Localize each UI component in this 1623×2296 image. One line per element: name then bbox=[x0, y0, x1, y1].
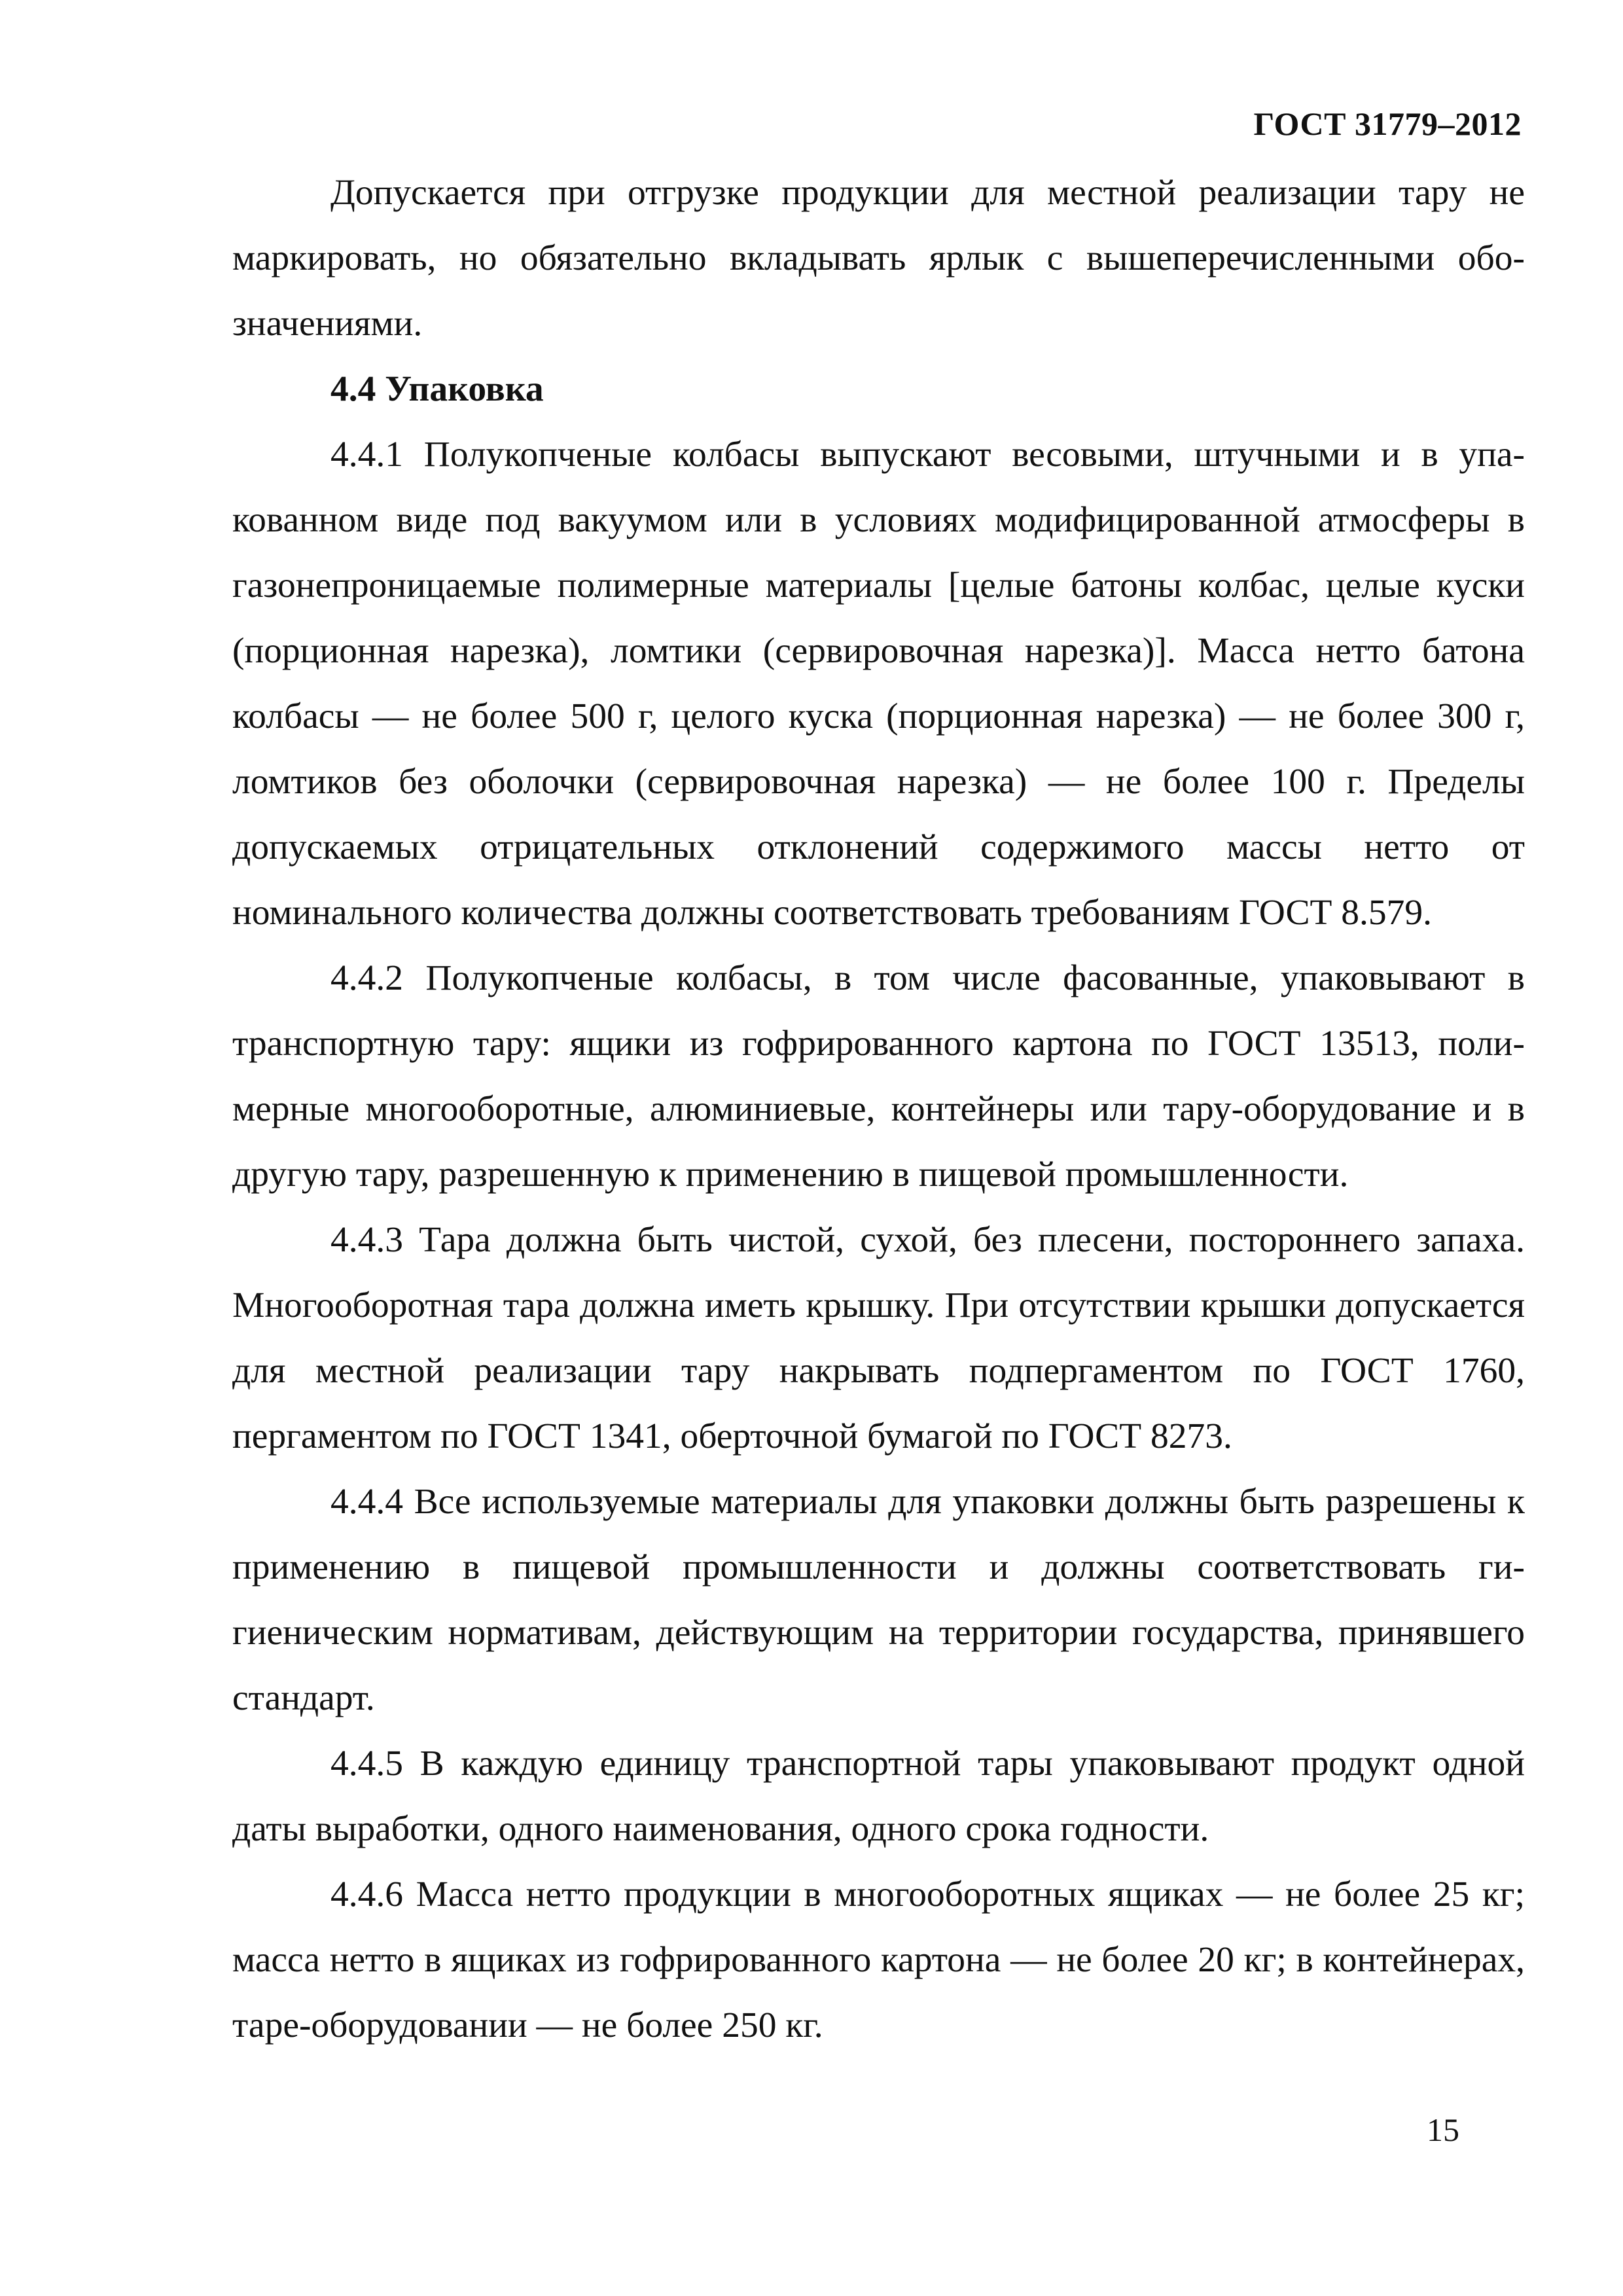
document-code-header: ГОСТ 31779–2012 bbox=[1253, 105, 1522, 142]
paragraph-4-4-6: 4.4.6 Масса нетто продукции в многооборотных ящиках — не более 25 кг; масса нетто в ящиках из гофрированного картона — не более 20 кг; в контейнерах, таре-оборудовании — не более 250 кг. bbox=[232, 1874, 1525, 2045]
paragraph-4-4-3: 4.4.3 Тара должна быть чистой, сухой, без плесени, постороннего запаха. Многооборотная тара должна иметь крышку. При отсутствии крышки допускается для местной реализации тару накрывать подпергаментом по ГОСТ 1760, пергаментом по ГОСТ 1341, оберточной бумагой по ГОСТ 8273. bbox=[232, 1220, 1525, 1456]
paragraph-4-4-4: 4.4.4 Все используемые материалы для упаковки должны быть разрешены к применению в пищевой промышленности и должны соответствовать гигиеническим нормативам, действующим на территории государства, принявшего стандарт. bbox=[232, 1482, 1525, 1718]
section-heading: 4.4 Упаковка bbox=[330, 369, 544, 409]
paragraph-4-4-2: 4.4.2 Полукопченые колбасы, в том числе фасованные, упаковывают в транспортную тару: ящики из гофрированного картона по ГОСТ 13513, полимерные многооборотные, алюминиевые, контейнеры или тару-оборудование и в другую тару, разрешенную к применению в пищевой промышленности. bbox=[232, 958, 1525, 1194]
paragraph-intro: Допускается при отгрузке продукции для местной реализации тару не маркировать, но обязательно вкладывать ярлык с вышеперечисленными обозначениями. bbox=[232, 173, 1525, 344]
page-body bbox=[232, 160, 1525, 2058]
paragraph-4-4-1: 4.4.1 Полукопченые колбасы выпускают весовыми, штучными и в упакованном виде под вакуумом или в условиях модифицированной атмосферы в газонепроницаемые полимерные материалы [целые батоны колбас, целые куски (порционная нарезка), ломтики (сервировочная нарезка)]. Масса нетто батона колбасы — не более 500 г, целого куска (порционная нарезка) — не более 300 г, ломтиков без оболочки (сервировочная нарезка) — не более 100 г. Пределы допускаемых отрицательных отклонений содержимого массы нетто от номинального количества должны соответствовать требованиям ГОСТ 8.579. bbox=[232, 435, 1525, 933]
page-number: 15 bbox=[1427, 2111, 1459, 2148]
paragraph-4-4-5: 4.4.5 В каждую единицу транспортной тары упаковывают продукт одной даты выработки, одного наименования, одного срока годности. bbox=[232, 1744, 1525, 1849]
